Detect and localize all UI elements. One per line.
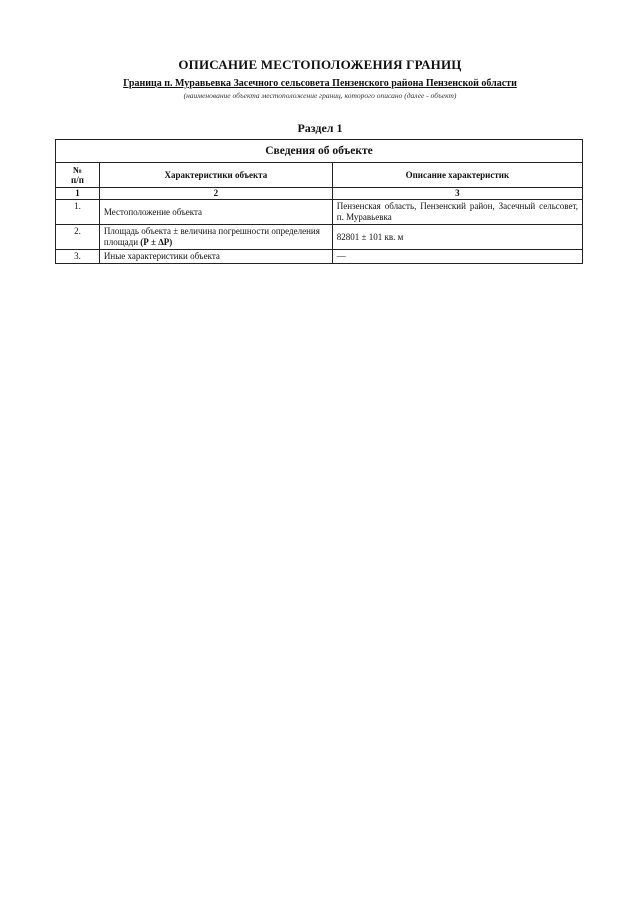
column-number-row xyxy=(56,188,583,200)
object-name: Граница п. Муравьевка Засечного сельсовета Пензенского района Пензенской области xyxy=(123,78,517,89)
row-characteristic xyxy=(99,200,332,225)
table-header-row xyxy=(56,163,583,188)
characteristic-bold-text: (Р ± ∆Р) xyxy=(140,237,173,247)
object-info-table xyxy=(55,139,583,264)
row-characteristic xyxy=(99,225,332,250)
row-number: 3. xyxy=(56,250,100,264)
object-name-caption: (наименование объекта местоположение границ, которого описано (далее - объект) xyxy=(183,91,457,100)
header-description: Описание характеристик xyxy=(332,163,582,188)
row-number: 1. xyxy=(56,200,100,225)
row-number: 2. xyxy=(56,225,100,250)
document-title: ОПИСАНИЕ МЕСТОПОЛОЖЕНИЯ ГРАНИЦ xyxy=(178,57,462,72)
table-row xyxy=(56,225,583,250)
characteristic-text: Иные характеристики объекта xyxy=(103,251,220,261)
row-characteristic xyxy=(99,250,332,264)
section-title: Раздел 1 xyxy=(297,121,343,135)
row-description: — xyxy=(332,250,582,264)
row-description: Пензенская область, Пензенский район, Засечный сельсовет, п. Муравьевка xyxy=(332,200,582,225)
column-number-2: 2 xyxy=(99,188,332,200)
table-row xyxy=(56,200,583,225)
row-description: 82801 ± 101 кв. м xyxy=(332,225,582,250)
table-row xyxy=(56,250,583,264)
table-caption: Сведения об объекте xyxy=(56,140,583,163)
column-number-1: 1 xyxy=(56,188,100,200)
column-number-3: 3 xyxy=(332,188,582,200)
characteristic-text: Площадь объекта ± величина погрешности определения площади xyxy=(103,226,320,247)
header-number: № п/п xyxy=(56,163,100,188)
characteristic-text: Местоположение объекта xyxy=(103,206,203,217)
header-characteristic: Характеристики объекта xyxy=(99,163,332,188)
table-caption-row xyxy=(56,140,583,163)
